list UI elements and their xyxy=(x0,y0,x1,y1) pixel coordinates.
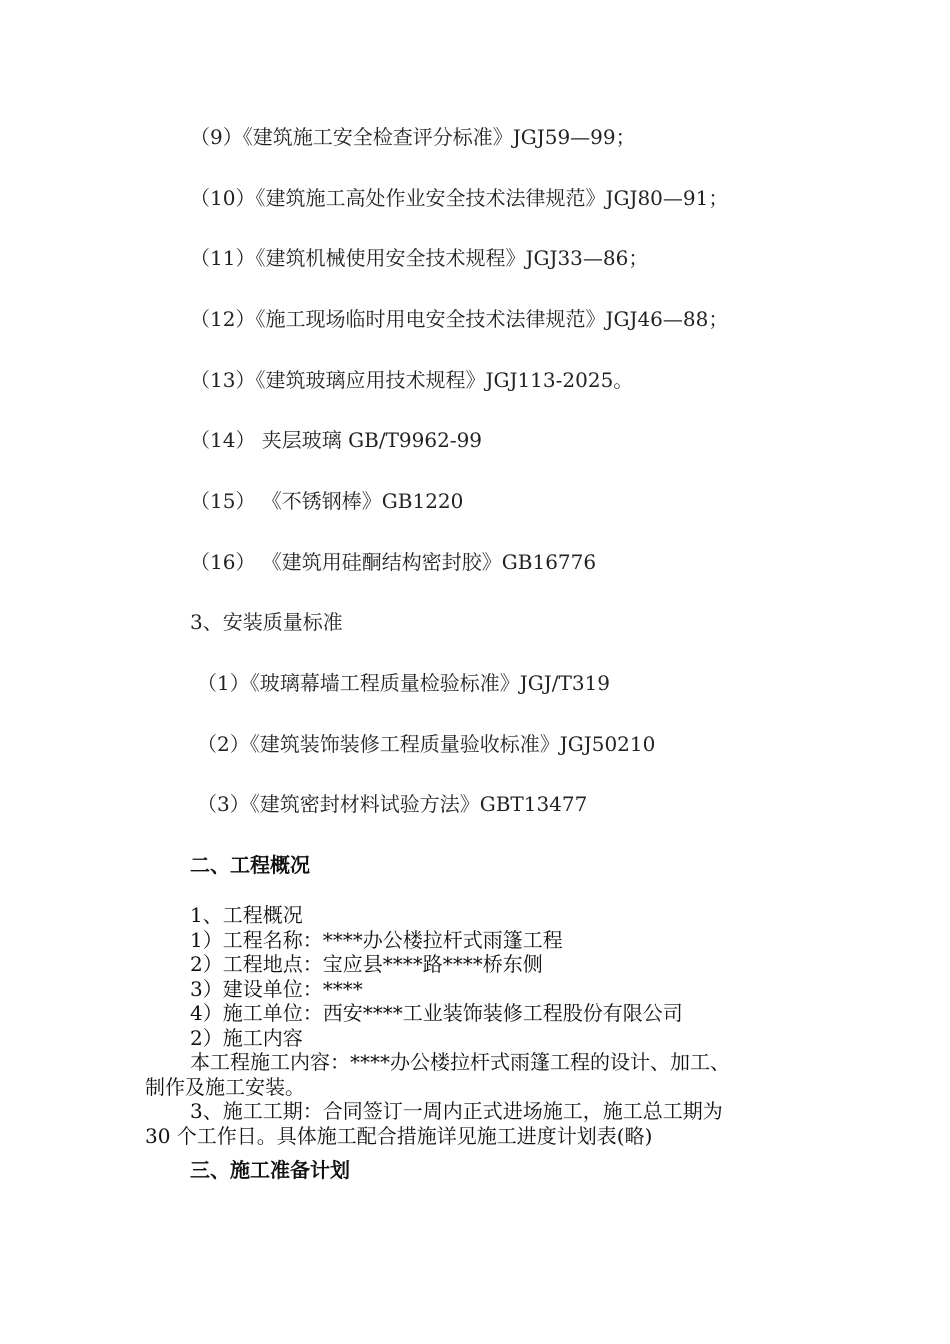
quality-section-title: 3、安装质量标准 xyxy=(190,610,343,634)
standard-item-12: （12）《施工现场临时用电安全技术法律规范》JGJ46—88； xyxy=(190,307,729,331)
standard-item-16: （16） 《建筑用硅酮结构密封胶》GB16776 xyxy=(190,550,597,574)
standard-item-15: （15） 《不锈钢棒》GB1220 xyxy=(190,489,464,513)
standard-item-13: （13）《建筑玻璃应用技术规程》JGJ113-2025。 xyxy=(190,368,634,392)
developer-line: 3）建设单位：**** xyxy=(190,976,363,1001)
section-heading-project-overview: 二、工程概况 xyxy=(190,853,310,877)
quality-item-3: （3）《建筑密封材料试验方法》GBT13477 xyxy=(197,792,588,816)
work-content-line-2: 制作及施工安装。 xyxy=(145,1074,305,1099)
construction-period-line-1: 3、施工工期：合同签订一周内正式进场施工，施工总工期为 xyxy=(190,1099,723,1123)
quality-item-2: （2）《建筑装饰装修工程质量验收标准》JGJ50210 xyxy=(197,732,656,756)
overview-subtitle: 1、工程概况 xyxy=(190,903,303,927)
work-content-line-1: 本工程施工内容：****办公楼拉杆式雨篷工程的设计、加工、 xyxy=(190,1050,730,1074)
project-name-line: 1）工程名称：****办公楼拉杆式雨篷工程 xyxy=(190,927,563,952)
work-content-subtitle: 2）施工内容 xyxy=(190,1025,303,1050)
contractor-line: 4）施工单位：西安****工业装饰装修工程股份有限公司 xyxy=(190,1001,683,1025)
standard-item-11: （11）《建筑机械使用安全技术规程》JGJ33—86； xyxy=(190,246,649,270)
section-heading-preparation-plan: 三、施工准备计划 xyxy=(190,1158,350,1182)
standard-item-14: （14） 夹层玻璃 GB/T9962-99 xyxy=(190,428,483,452)
standard-item-10: （10）《建筑施工高处作业安全技术法律规范》JGJ80—91； xyxy=(190,186,729,210)
quality-item-1: （1）《玻璃幕墙工程质量检验标准》JGJ/T319 xyxy=(197,671,610,695)
project-location-line: 2）工程地点：宝应县****路****桥东侧 xyxy=(190,952,543,976)
construction-period-line-2: 30 个工作日。具体施工配合措施详见施工进度计划表(略) xyxy=(145,1123,653,1148)
standard-item-9: （9）《建筑施工安全检查评分标准》JGJ59—99； xyxy=(190,125,636,149)
